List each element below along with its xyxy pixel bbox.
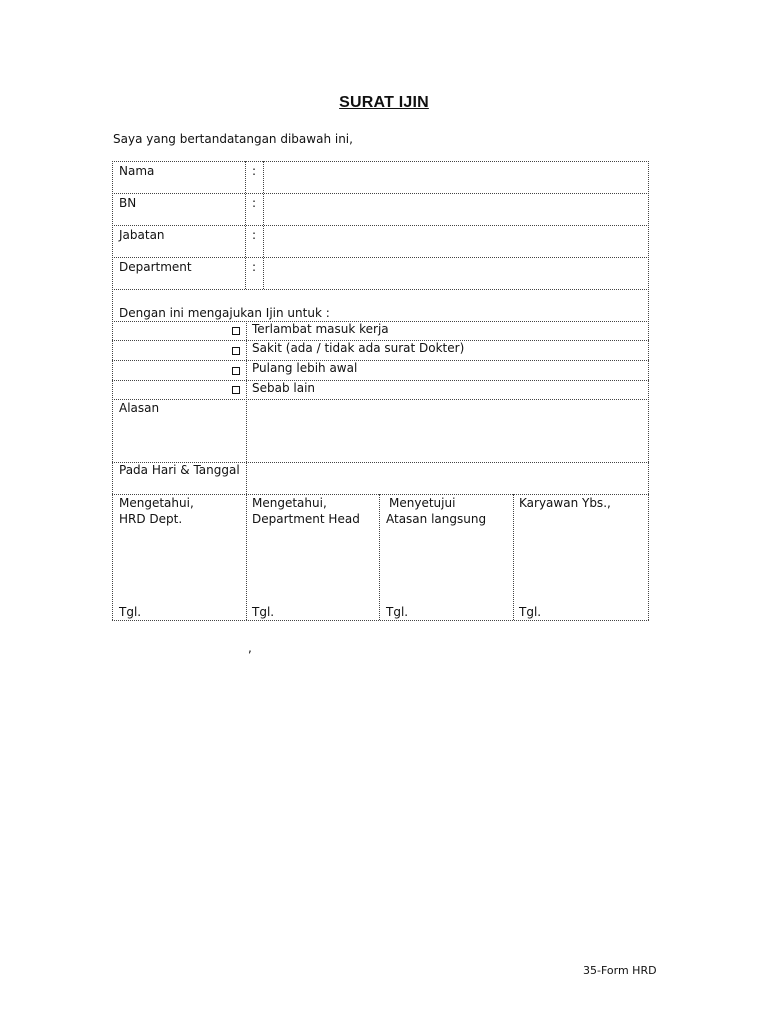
signature-role-line1: Mengetahui, bbox=[252, 496, 327, 510]
department-input-area[interactable] bbox=[264, 258, 647, 288]
field-label-bn: BN bbox=[119, 196, 137, 210]
table-rule bbox=[112, 289, 649, 290]
field-separator: : bbox=[252, 164, 257, 178]
option-label-other: Sebab lain bbox=[252, 381, 316, 395]
signature-role-line2: HRD Dept. bbox=[119, 512, 183, 526]
table-rule bbox=[112, 380, 649, 381]
field-separator: : bbox=[252, 260, 257, 274]
option-checkbox-other[interactable] bbox=[232, 386, 240, 394]
reason-label: Alasan bbox=[119, 401, 160, 415]
signature-date-label: Tgl. bbox=[119, 605, 142, 619]
table-rule bbox=[112, 399, 649, 400]
request-heading: Dengan ini mengajukan Ijin untuk : bbox=[119, 306, 330, 320]
stray-comma: , bbox=[248, 641, 252, 655]
table-rule bbox=[112, 620, 649, 621]
form-title: SURAT IJIN bbox=[339, 94, 429, 111]
reason-input-area[interactable] bbox=[248, 401, 647, 461]
option-checkbox-sick[interactable] bbox=[232, 347, 240, 355]
option-label-early-leave: Pulang lebih awal bbox=[252, 361, 358, 375]
jabatan-input-area[interactable] bbox=[264, 226, 647, 256]
table-rule bbox=[112, 360, 649, 361]
intro-text: Saya yang bertandatangan dibawah ini, bbox=[113, 132, 353, 146]
form-code-footer: 35-Form HRD bbox=[583, 964, 657, 977]
signature-role-line2: Department Head bbox=[252, 512, 360, 526]
signature-date-label: Tgl. bbox=[252, 605, 275, 619]
field-label-department: Department bbox=[119, 260, 192, 274]
option-checkbox-late[interactable] bbox=[232, 327, 240, 335]
signature-box-employee[interactable] bbox=[514, 495, 647, 619]
table-rule bbox=[648, 161, 649, 620]
signature-role-line1: Karyawan Ybs., bbox=[519, 496, 611, 510]
date-input-area[interactable] bbox=[248, 464, 647, 493]
date-label: Pada Hari & Tanggal bbox=[119, 463, 240, 477]
field-label-nama: Nama bbox=[119, 164, 155, 178]
field-separator: : bbox=[252, 228, 257, 242]
option-label-late: Terlambat masuk kerja bbox=[252, 322, 389, 336]
signature-box-direct-supervisor[interactable] bbox=[380, 495, 512, 619]
option-label-sick: Sakit (ada / tidak ada surat Dokter) bbox=[252, 341, 465, 355]
signature-box-department-head[interactable] bbox=[247, 495, 378, 619]
field-label-jabatan: Jabatan bbox=[119, 228, 165, 242]
permit-form-table bbox=[112, 161, 649, 621]
option-checkbox-early-leave[interactable] bbox=[232, 367, 240, 375]
table-rule bbox=[245, 161, 246, 289]
signature-role-line2: Atasan langsung bbox=[386, 512, 487, 526]
nama-input-area[interactable] bbox=[264, 162, 647, 192]
field-separator: : bbox=[252, 196, 257, 210]
signature-date-label: Tgl. bbox=[386, 605, 409, 619]
signature-role-line1: Mengetahui, bbox=[119, 496, 194, 510]
signature-role-line1: Menyetujui bbox=[389, 496, 456, 510]
signature-date-label: Tgl. bbox=[519, 605, 542, 619]
bn-input-area[interactable] bbox=[264, 194, 647, 224]
signature-box-hrd[interactable] bbox=[113, 495, 245, 619]
